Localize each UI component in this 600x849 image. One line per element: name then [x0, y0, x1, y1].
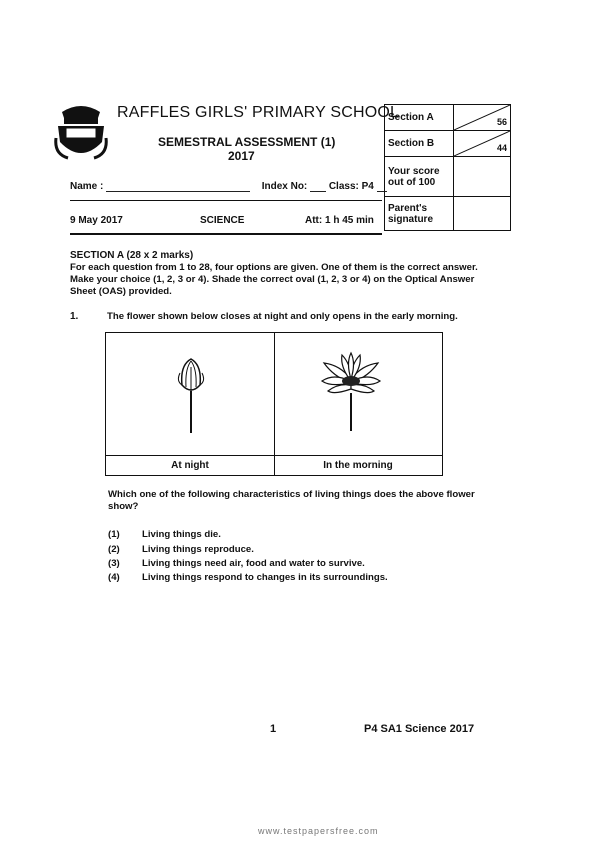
- option-number: (4): [108, 572, 120, 583]
- caption-in-the-morning: In the morning: [323, 460, 393, 471]
- question-prompt: Which one of the following characteristics of living things does the above flower show?: [108, 489, 475, 512]
- parent-signature-cell[interactable]: [454, 197, 511, 231]
- name-label: Name :: [70, 181, 104, 192]
- exam-date: 9 May 2017: [70, 215, 123, 226]
- open-flower-image: [274, 333, 442, 455]
- section-b-max: 44: [496, 143, 507, 153]
- index-field[interactable]: [310, 181, 326, 192]
- score-table: [384, 104, 511, 231]
- option-text: Living things need air, food and water to survive.: [142, 558, 365, 569]
- option-text: Living things respond to changes in its surroundings.: [142, 572, 388, 583]
- option-number: (2): [108, 544, 120, 555]
- caption-at-night: At night: [171, 460, 209, 471]
- option-number: (3): [108, 558, 120, 569]
- flower-figure-table: [105, 332, 443, 476]
- school-crest-logo: [54, 98, 108, 164]
- section-a-label: Section A: [385, 105, 454, 131]
- closed-flower-image: [106, 333, 274, 455]
- option-number: (1): [108, 529, 120, 540]
- night-flower-cell: [106, 333, 275, 455]
- option-text: Living things die.: [142, 529, 221, 540]
- total-score-label: Your score out of 100: [385, 157, 454, 197]
- morning-flower-cell: [274, 333, 442, 455]
- assessment-title: SEMESTRAL ASSESSMENT (1): [158, 135, 336, 149]
- header-bottom-rule: [70, 233, 382, 235]
- option-3[interactable]: [108, 558, 365, 569]
- total-score-cell[interactable]: [454, 157, 511, 197]
- section-instructions: For each question from 1 to 28, four options are given. One of them is the correct answer. Make your choice (1, 2, 3 or 4). Shade the correct oval (1, 2, 3 or 4) on the Optical Answer Sheet (OAS) provided.: [70, 262, 478, 297]
- name-field[interactable]: [106, 181, 250, 192]
- section-title: SECTION A (28 x 2 marks): [70, 250, 194, 261]
- section-a-max: 56: [496, 117, 507, 127]
- option-2[interactable]: [108, 544, 254, 555]
- student-info-row: [70, 181, 387, 192]
- assessment-year: 2017: [228, 149, 255, 163]
- school-name: RAFFLES GIRLS' PRIMARY SCHOOL: [117, 104, 400, 121]
- parent-signature-label: Parent's signature: [385, 197, 454, 231]
- exam-duration: Att: 1 h 45 min: [305, 215, 374, 226]
- question-stem: The flower shown below closes at night and only opens in the early morning.: [107, 311, 458, 322]
- option-1[interactable]: [108, 529, 221, 540]
- option-text: Living things reproduce.: [142, 544, 254, 555]
- figure-caption-row: [106, 455, 442, 475]
- option-4[interactable]: [108, 572, 388, 583]
- website-watermark: www.testpapersfree.com: [258, 826, 379, 836]
- index-label: Index No:: [261, 181, 311, 192]
- section-b-label: Section B: [385, 131, 454, 157]
- header-divider: [70, 200, 382, 201]
- exam-subject: SCIENCE: [200, 215, 245, 226]
- section-a-score-cell[interactable]: [454, 105, 511, 131]
- class-label: Class: P4: [328, 181, 374, 192]
- question-number: 1.: [70, 311, 79, 322]
- page-number: 1: [270, 723, 277, 735]
- paper-code: P4 SA1 Science 2017: [364, 723, 475, 735]
- section-b-score-cell[interactable]: [454, 131, 511, 157]
